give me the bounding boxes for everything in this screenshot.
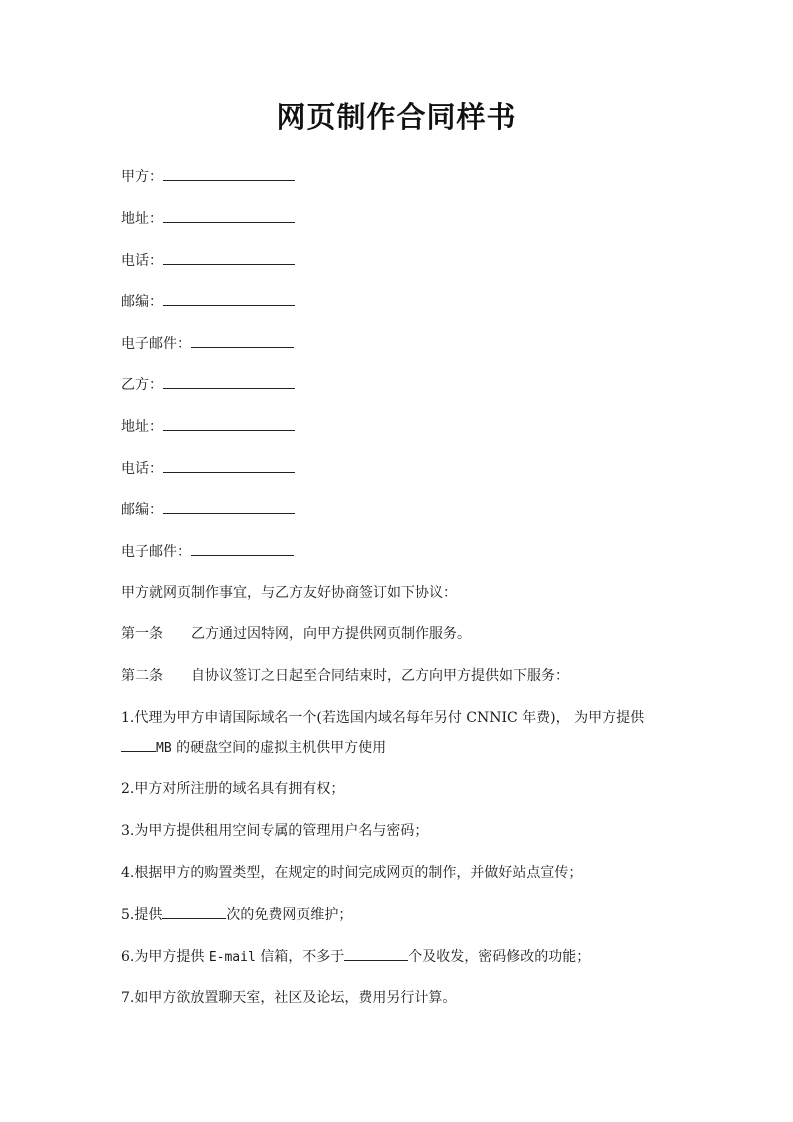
document-title: 网页制作合同样书 (276, 100, 517, 134)
service-item-1-cont (121, 738, 386, 758)
party-a-address-field (121, 209, 295, 228)
service-item-2: 2.甲方对所注册的域名具有拥有权； (121, 781, 345, 797)
article-2 (121, 667, 569, 685)
service-item-4: 4.根据甲方的购置类型，在规定的时间完成网页的制作，并做好站点宣传； (121, 865, 583, 881)
blank-line[interactable] (191, 334, 294, 348)
item-text: 6.为甲方提供 (121, 949, 209, 965)
party-b-email-field (121, 542, 294, 561)
item-text: 个及收发，密码修改的功能； (408, 949, 591, 965)
service-item-5 (121, 905, 352, 924)
party-b-name-field (121, 375, 295, 394)
article-text: 自协议签订之日起至合同结束时，乙方向甲方提供如下服务： (191, 668, 569, 684)
blank-line[interactable] (344, 947, 408, 961)
item-text: 信箱，不多于 (255, 949, 345, 965)
blank-line[interactable] (121, 738, 156, 752)
service-item-7: 7.如甲方欲放置聊天室，社区及论坛，费用另行计算。 (121, 990, 457, 1006)
service-item-6 (121, 947, 590, 967)
blank-line[interactable] (191, 542, 294, 556)
blank-line[interactable] (163, 209, 295, 223)
item-text: 5.提供 (121, 907, 163, 923)
blank-line[interactable] (163, 459, 295, 473)
blank-line[interactable] (163, 500, 295, 514)
party-b-address-field (121, 417, 295, 436)
blank-line[interactable] (162, 905, 226, 919)
blank-line[interactable] (163, 417, 295, 431)
field-label: 地址： (121, 419, 163, 435)
field-label: 电子邮件： (121, 544, 191, 560)
party-a-name-field (121, 167, 295, 186)
intro-paragraph: 甲方就网页制作事宜，与乙方友好协商签订如下协议： (121, 585, 457, 601)
article-number: 第一条 (121, 626, 163, 642)
article-1 (121, 625, 471, 643)
article-number: 第二条 (121, 668, 163, 684)
unit-label: MB (156, 741, 172, 756)
blank-line[interactable] (163, 167, 295, 181)
blank-line[interactable] (163, 251, 295, 265)
party-a-postcode-field (121, 292, 295, 311)
item-text: 次的免费网页维护； (226, 907, 353, 923)
field-label: 甲方： (121, 169, 163, 185)
party-b-postcode-field (121, 500, 295, 519)
party-a-phone-field (121, 251, 295, 270)
service-item-3: 3.为甲方提供租用空间专属的管理用户名与密码； (121, 823, 429, 839)
party-a-email-field (121, 334, 294, 353)
field-label: 地址： (121, 211, 163, 227)
field-label: 乙方： (121, 377, 163, 393)
field-label: 电话： (121, 253, 163, 269)
service-item-1: 1.代理为甲方申请国际域名一个(若选国内域名每年另付 CNNIC 年费)， 为甲方提供 (121, 710, 645, 726)
blank-line[interactable] (163, 375, 295, 389)
party-b-phone-field (121, 459, 295, 478)
field-label: 电话： (121, 461, 163, 477)
email-term: E-mail (208, 950, 256, 965)
item-text: 的硬盘空间的虚拟主机供甲方使用 (171, 740, 387, 756)
field-label: 邮编： (121, 502, 163, 518)
blank-line[interactable] (163, 292, 295, 306)
field-label: 邮编： (121, 294, 163, 310)
field-label: 电子邮件： (121, 336, 191, 352)
article-text: 乙方通过因特网，向甲方提供网页制作服务。 (191, 626, 471, 642)
